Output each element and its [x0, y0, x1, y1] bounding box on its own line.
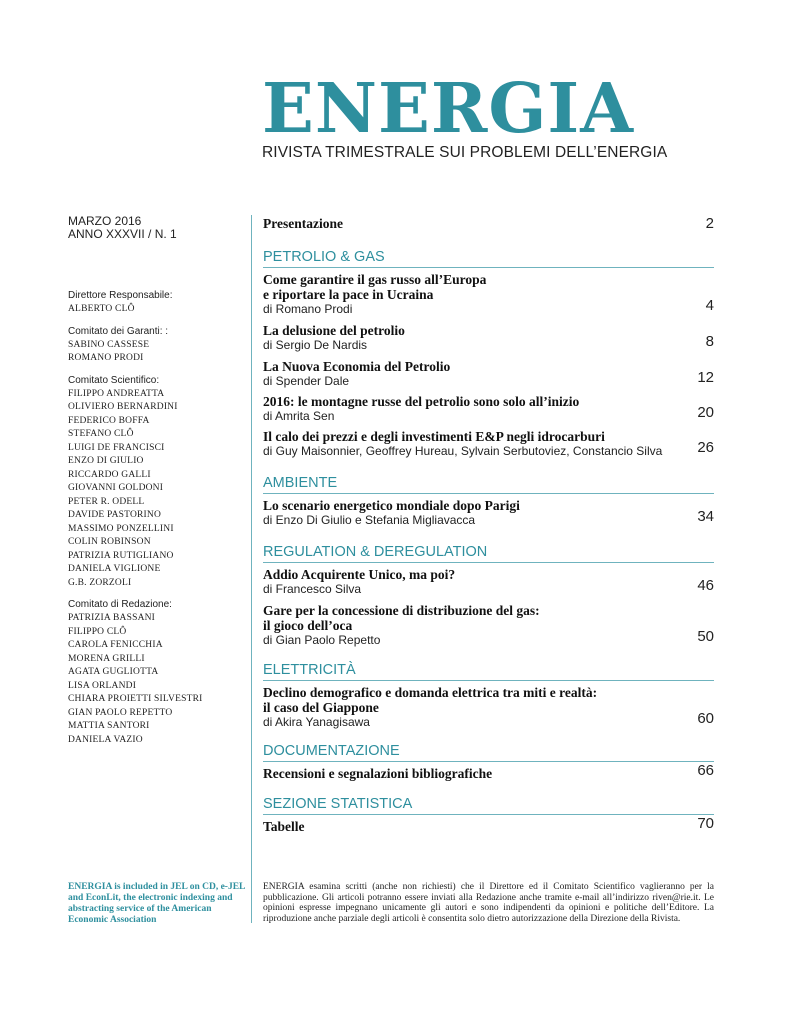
staff-member: FEDERICO BOFFA	[68, 415, 150, 426]
table-of-contents	[263, 214, 714, 834]
staff-member: RICCARDO GALLI	[68, 469, 151, 480]
toc-entry-title: Presentazione	[263, 216, 343, 231]
toc-entry[interactable]	[263, 762, 714, 781]
staff-member: STEFANO CLÔ	[68, 429, 134, 439]
staff-member: PATRIZIA BASSANI	[68, 613, 156, 623]
toc-entry-page: 8	[705, 333, 714, 350]
issue-info	[68, 215, 243, 241]
toc-entry-title-line: Come garantire il gas russo all’Europa	[263, 272, 487, 287]
toc-entry-title-line: Recensioni e segnalazioni bibliografiche	[263, 766, 493, 781]
staff-member: ALBERTO CLÔ	[68, 304, 135, 314]
toc-entry-page: 66	[697, 762, 714, 779]
toc-entry-author: di Spender Dale	[263, 374, 350, 388]
jel-notice: ENERGIA is included in JEL on CD, e-JEL and EconLit, the electronic indexing and abstracting service of the American Economic Association	[68, 882, 245, 925]
staff-member: G.B. ZORZOLI	[68, 577, 132, 588]
toc-entry-title	[263, 272, 674, 302]
toc-entry-author: di Enzo Di Giulio e Stefania Migliavacca	[263, 513, 476, 527]
toc-entry-page: 34	[697, 508, 714, 525]
toc-section	[263, 474, 714, 527]
toc-entry-title-line: Lo scenario energetico mondiale dopo Parigi	[263, 498, 520, 513]
section-heading: PETROLIO & GAS	[263, 248, 714, 268]
section-heading: SEZIONE STATISTICA	[263, 795, 714, 815]
toc-entry-page: 60	[697, 710, 714, 727]
staff-member: CAROLA FENICCHIA	[68, 640, 163, 650]
toc-entry-title-line: La Nuova Economia del Petrolio	[263, 359, 451, 374]
staff-group	[68, 374, 243, 591]
toc-entry-title-line: Addio Acquirente Unico, ma poi?	[263, 567, 456, 582]
toc-entry-author: di Francesco Silva	[263, 582, 362, 596]
toc-entry-title	[263, 323, 674, 338]
toc-entry-author: di Akira Yanagisawa	[263, 715, 370, 729]
toc-entry-page: 4	[705, 297, 714, 314]
toc-entry-title	[263, 359, 674, 374]
journal-subtitle: RIVISTA TRIMESTRALE SUI PROBLEMI DELL’ENERGIA	[262, 144, 668, 161]
staff-member: FILIPPO ANDREATTA	[68, 388, 165, 399]
toc-entry-page: 2	[705, 215, 714, 232]
toc-entry[interactable]	[263, 498, 714, 527]
toc-entry-title	[263, 567, 674, 582]
toc-entry-title	[263, 819, 674, 834]
toc-entry[interactable]	[263, 685, 714, 729]
toc-entry-title-line: Il calo dei prezzi e degli investimenti E&P negli idrocarburi	[263, 429, 605, 444]
toc-entry-presentazione[interactable]	[263, 214, 714, 234]
toc-entry-title	[263, 429, 674, 444]
staff-member: GIOVANNI GOLDONI	[68, 483, 164, 493]
toc-entry[interactable]	[263, 603, 714, 647]
staff-role: Comitato Scientifico:	[68, 374, 160, 386]
staff-member: OLIVIERO BERNARDINI	[68, 402, 178, 412]
column-divider	[251, 215, 252, 923]
toc-section	[263, 543, 714, 647]
staff-member: MATTIA SANTORI	[68, 721, 150, 731]
journal-title: ENERGIA	[262, 69, 634, 149]
toc-entry-title-line: Tabelle	[263, 819, 305, 834]
toc-entry-title	[263, 766, 674, 781]
staff-group	[68, 289, 243, 317]
staff-list	[68, 289, 243, 747]
toc-entry-page: 46	[697, 577, 714, 594]
staff-member: DANIELA VAZIO	[68, 734, 143, 745]
toc-section	[263, 661, 714, 729]
staff-member: DANIELA VIGLIONE	[68, 564, 161, 574]
staff-group	[68, 325, 243, 366]
toc-entry-author: di Gian Paolo Repetto	[263, 633, 381, 647]
toc-entry-title-line: il gioco dell’oca	[263, 618, 353, 633]
toc-entry[interactable]	[263, 394, 714, 423]
section-heading: ELETTRICITÀ	[263, 661, 714, 681]
staff-member: LISA ORLANDI	[68, 680, 137, 691]
toc-entry-title	[263, 685, 674, 715]
issue-date: MARZO 2016	[68, 214, 142, 228]
staff-member: GIAN PAOLO REPETTO	[68, 707, 173, 718]
staff-role: Comitato dei Garanti: :	[68, 325, 169, 337]
staff-member: MASSIMO PONZELLINI	[68, 523, 174, 534]
toc-sections	[263, 248, 714, 834]
toc-entry[interactable]	[263, 323, 714, 352]
toc-entry-page: 70	[697, 815, 714, 832]
toc-entry-page: 50	[697, 628, 714, 645]
staff-member: CHIARA PROIETTI SILVESTRI	[68, 694, 203, 704]
staff-member: COLIN ROBINSON	[68, 537, 151, 547]
toc-entry-title	[263, 603, 674, 633]
toc-entry-author: di Guy Maisonnier, Geoffrey Hureau, Sylvain Serbutoviez, Constancio Silva	[263, 444, 663, 458]
staff-group	[68, 598, 243, 747]
staff-role: Comitato di Redazione:	[68, 599, 172, 610]
toc-entry-author: di Romano Prodi	[263, 302, 353, 316]
staff-member: FILIPPO CLÔ	[68, 626, 127, 637]
toc-entry-title	[263, 498, 674, 513]
staff-member: MORENA GRILLI	[68, 653, 145, 664]
staff-member: SABINO CASSESE	[68, 339, 150, 350]
masthead	[262, 70, 682, 162]
editorial-notice: ENERGIA esamina scritti (anche non richiesti) che il Direttore ed il Comitato Scientifico vaglieranno per la pubblicazione. Gli articoli potranno essere inviati alla Redazione anche tramite e-mail all’indirizzo riven@rie.it. Le opinioni espresse impegnano unicamente gli autori e sono indipendenti da opinioni e politiche dell’Editore. La riproduzione anche parziale degli articoli è consentita solo dietro autorizzazione della Direzione della Rivista.	[263, 882, 714, 924]
toc-section	[263, 795, 714, 834]
section-heading: DOCUMENTAZIONE	[263, 742, 714, 762]
toc-entry-title-line: La delusione del petrolio	[263, 323, 405, 338]
section-heading: REGULATION & DEREGULATION	[263, 543, 714, 563]
staff-member: LUIGI DE FRANCISCI	[68, 442, 165, 453]
toc-entry[interactable]	[263, 359, 714, 388]
toc-entry-page: 12	[697, 369, 714, 386]
toc-entry-author: di Sergio De Nardis	[263, 338, 368, 352]
staff-member: ROMANO PRODI	[68, 353, 144, 363]
staff-member: DAVIDE PASTORINO	[68, 510, 162, 520]
toc-entry[interactable]	[263, 429, 714, 458]
staff-member: AGATA GUGLIOTTA	[68, 667, 159, 677]
toc-entry[interactable]	[263, 272, 714, 316]
staff-member: PATRIZIA RUTIGLIANO	[68, 550, 174, 561]
staff-role: Direttore Responsabile:	[68, 290, 173, 301]
toc-section	[263, 742, 714, 781]
staff-member: PETER R. ODELL	[68, 496, 145, 507]
staff-member: ENZO DI GIULIO	[68, 456, 144, 466]
toc-entry-author: di Amrita Sen	[263, 409, 335, 423]
section-heading: AMBIENTE	[263, 474, 714, 494]
toc-entry[interactable]	[263, 567, 714, 596]
toc-entry-page: 26	[697, 439, 714, 456]
toc-entry[interactable]	[263, 815, 714, 834]
toc-entry-title-line: Gare per la concessione di distribuzione del gas:	[263, 603, 540, 618]
toc-entry-title-line: 2016: le montagne russe del petrolio sono solo all’inizio	[263, 394, 580, 409]
toc-entry-page: 20	[697, 404, 714, 421]
toc-entry-title-line: e riportare la pace in Ucraina	[263, 287, 434, 302]
issue-number: ANNO XXXVII / N. 1	[68, 227, 177, 241]
editorial-sidebar	[68, 215, 243, 747]
toc-entry-title-line: Declino demografico e domanda elettrica tra miti e realtà:	[263, 685, 598, 700]
toc-entry-title-line: il caso del Giappone	[263, 700, 379, 715]
toc-entry-title	[263, 394, 674, 409]
toc-section	[263, 248, 714, 458]
